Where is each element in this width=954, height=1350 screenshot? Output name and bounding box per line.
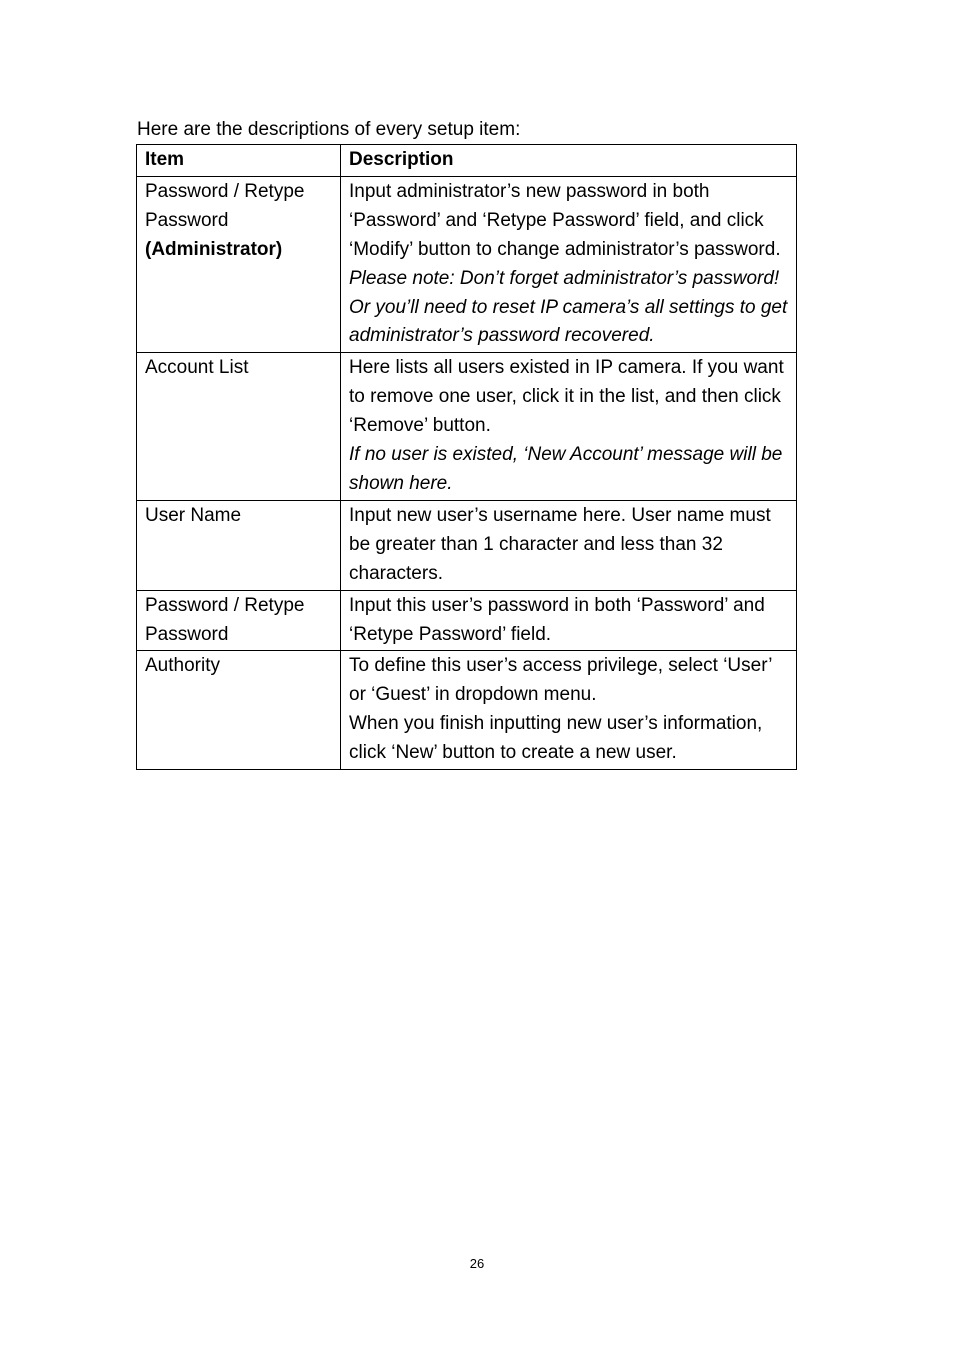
header-description: Description <box>341 145 797 177</box>
description-text: Input administrator’s new password in both ‘Password’ and ‘Retype Password’ field, and click ‘Modify’ button to change administrator’s password. <box>349 180 781 260</box>
table-header-row <box>137 145 797 177</box>
table-row <box>137 651 797 770</box>
description-text: When you finish inputting new user’s information, click ‘New’ button to create a new user. <box>349 713 763 764</box>
item-cell <box>137 500 341 590</box>
description-text: To define this user’s access privilege, select ‘User’ or ‘Guest’ in dropdown menu. <box>349 655 772 706</box>
item-cell <box>137 651 341 770</box>
item-cell <box>137 353 341 501</box>
header-item: Item <box>137 145 341 177</box>
item-text: Authority <box>145 655 220 677</box>
description-cell <box>341 651 797 770</box>
description-cell <box>341 500 797 590</box>
setup-items-table <box>136 144 797 770</box>
description-text: Here lists all users existed in IP camera. If you want to remove one user, click it in the list, and then click ‘Remove’ button. <box>349 357 784 437</box>
item-text: Account List <box>145 357 249 379</box>
page-number: 26 <box>469 1256 485 1271</box>
item-text-bold: (Administrator) <box>145 238 283 260</box>
description-text: Input new user’s username here. User name must be greater than 1 character and less than 32 characters. <box>349 504 771 584</box>
description-note: If no user is existed, ‘New Account’ message will be shown here. <box>349 444 783 494</box>
table-row <box>137 590 797 651</box>
item-cell <box>137 590 341 651</box>
item-text: Password / Retype <box>145 180 305 202</box>
description-cell <box>341 176 797 352</box>
description-cell <box>341 590 797 651</box>
item-text: Password <box>145 209 229 231</box>
table-row <box>137 353 797 501</box>
table-row <box>137 176 797 352</box>
description-cell <box>341 353 797 501</box>
item-text: User Name <box>145 504 242 526</box>
item-text: Password / Retype <box>145 594 305 616</box>
description-text: Input this user’s password in both ‘Password’ and ‘Retype Password’ field. <box>349 594 765 645</box>
item-text: Password <box>145 623 229 645</box>
table-row <box>137 500 797 590</box>
intro-text: Here are the descriptions of every setup item: <box>137 119 521 140</box>
item-cell <box>137 176 341 352</box>
description-note: Please note: Don’t forget administrator’s password! Or you’ll need to reset IP camera’s all settings to get administrator’s password recovered. <box>349 267 788 347</box>
